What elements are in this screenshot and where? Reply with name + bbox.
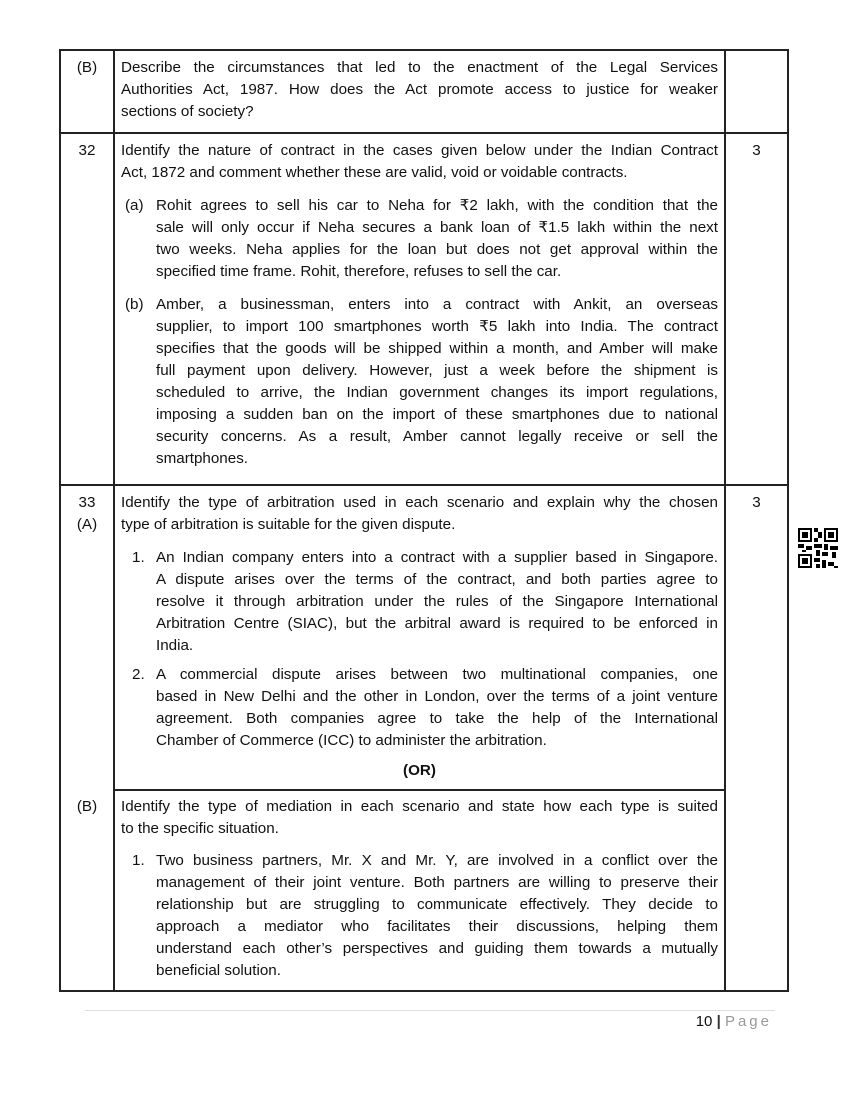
table-border-right: [787, 49, 789, 992]
item-text: [156, 547, 718, 657]
text-line: agreement. Both companies agree to take the help of the International: [156, 710, 718, 727]
marks: 3: [752, 494, 761, 511]
item-label: 1.: [132, 549, 145, 566]
question-text: [121, 796, 718, 840]
text-line: Identify the type of mediation in each scenario and state how each type is suited: [121, 798, 718, 815]
text-line: Rohit agrees to sell his car to Neha for ₹2 lakh, with the condition that the: [156, 197, 718, 214]
text-line: specifies that the goods will be shipped within a month, and Amber will make: [156, 340, 718, 357]
text-line: A dispute arises over the terms of the contract, and both parties agree to: [156, 571, 718, 588]
text-line: approach a mediator who facilitates their discussions, helping them: [156, 918, 718, 935]
text-line: based in New Delhi and the other in London, over the terms of a joint venture: [156, 688, 718, 705]
text-line: Describe the circumstances that led to the enactment of the Legal Services: [121, 59, 718, 76]
item-label: 2.: [132, 666, 145, 683]
page-label: Page: [724, 1013, 772, 1030]
text-line: Chamber of Commerce (ICC) to administer the arbitration.: [156, 732, 547, 749]
text-line: Identify the nature of contract in the cases given below under the Indian Contract: [121, 142, 718, 159]
text-line: scheduled to arrive, the Indian government changes its import regulations,: [156, 384, 718, 401]
text-line: security concerns. As a result, Amber cannot legally receive or sell the: [156, 428, 718, 445]
or-divider: [114, 789, 726, 791]
item-label: 1.: [132, 852, 145, 869]
or-separator: (OR): [403, 762, 436, 779]
text-line: Identify the type of arbitration used in each scenario and explain why the chosen: [121, 494, 718, 511]
text-line: specified time frame. Rohit, therefore, refuses to sell the car.: [156, 263, 562, 280]
text-line: full payment upon delivery. However, just a week before the shipment is: [156, 362, 718, 379]
item-label: (a): [125, 197, 144, 214]
text-line: two weeks. Neha applies for the loan but does not get approval within the: [156, 241, 718, 258]
text-line: smartphones.: [156, 450, 249, 467]
question-option: (A): [76, 516, 98, 533]
qr-code: [798, 528, 838, 568]
question-number-main: 33: [78, 494, 96, 511]
text-line: Arbitration Centre (SIAC), but the arbitral award is required to be enforced in: [156, 615, 718, 632]
text-line: resolve it through arbitration under the rules of the Singapore International: [156, 593, 718, 610]
text-line: relationship but are struggling to communicate effectively. They decide to: [156, 896, 718, 913]
page-number: 10: [695, 1013, 713, 1030]
text-line: management of their joint venture. Both partners are willing to preserve their: [156, 874, 718, 891]
text-line: sections of society?: [121, 103, 254, 120]
table-border-top: [60, 49, 789, 51]
item-text: [156, 850, 718, 982]
table-border-bottom: [60, 990, 789, 992]
footer-separator: |: [716, 1013, 721, 1030]
marks: 3: [752, 142, 761, 159]
text-line: A commercial dispute arises between two multinational companies, one: [156, 666, 718, 683]
text-line: Two business partners, Mr. X and Mr. Y, are involved in a conflict over the: [156, 852, 718, 869]
text-line: imposing a sudden ban on the import of these smartphones due to national: [156, 406, 718, 423]
text-line: to the specific situation.: [121, 820, 279, 837]
text-line: India.: [156, 637, 194, 654]
text-line: type of arbitration is suitable for the given dispute.: [121, 516, 456, 533]
text-line: Authorities Act, 1987. How does the Act promote access to justice for weaker: [121, 81, 718, 98]
item-text: [156, 664, 718, 752]
item-text: [156, 294, 718, 470]
question-text: [121, 57, 718, 123]
page-footer: [696, 1011, 772, 1033]
question-number: [60, 492, 114, 536]
text-line: Amber, a businessman, enters into a contract with Ankit, an overseas: [156, 296, 718, 313]
column-divider: [724, 49, 726, 992]
item-text: [156, 195, 718, 283]
text-line: beneficial solution.: [156, 962, 281, 979]
text-line: understand each other’s perspectives and guiding them towards a mutually: [156, 940, 718, 957]
footer-rule: [85, 1010, 775, 1011]
row-divider: [60, 132, 789, 134]
question-number: 32: [78, 142, 96, 159]
text-line: Act, 1872 and comment whether these are valid, void or voidable contracts.: [121, 164, 628, 181]
question-text: [121, 140, 718, 184]
text-line: supplier, to import 100 smartphones worth ₹5 lakh into India. The contract: [156, 318, 718, 335]
question-text: [121, 492, 718, 536]
text-line: An Indian company enters into a contract with a supplier based in Singapore.: [156, 549, 718, 566]
row-divider: [60, 484, 789, 486]
item-label: (b): [125, 296, 144, 313]
question-option: (B): [76, 798, 98, 815]
question-number: (B): [76, 59, 98, 76]
text-line: sale will only occur if Neha secures a bank loan of ₹1.5 lakh within the next: [156, 219, 718, 236]
